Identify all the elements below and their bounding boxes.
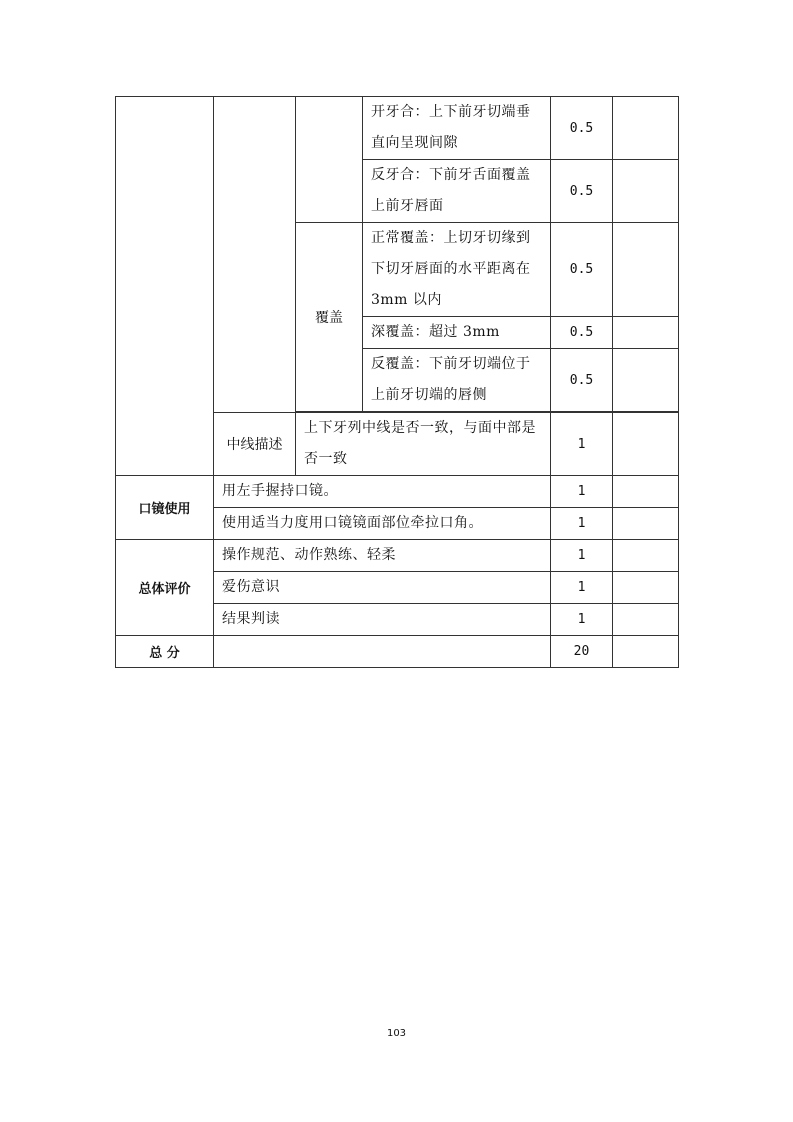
- criterion-deep-overjet: 深覆盖：超过 3mm: [363, 317, 551, 349]
- total-score: 20: [551, 636, 613, 668]
- score-normal-overjet: 0.5: [551, 223, 613, 317]
- midline-label: 中线描述: [214, 413, 296, 476]
- mirror-category-label: 口镜使用: [116, 476, 214, 540]
- total-desc-empty: [214, 636, 551, 668]
- deduction-cell: [613, 413, 679, 476]
- deduction-cell: [613, 317, 679, 349]
- category-cell-empty: [116, 97, 214, 476]
- score-open-bite: 0.5: [551, 97, 613, 160]
- score-reverse-overjet: 0.5: [551, 349, 613, 412]
- criterion-cross-bite: 反牙合：下前牙舌面覆盖上前牙唇面: [363, 160, 551, 223]
- score-mirror-1: 1: [551, 476, 613, 508]
- page-number: 103: [386, 1028, 407, 1039]
- table-row: [116, 636, 679, 668]
- criterion-overall-2: 爱伤意识: [214, 572, 551, 604]
- criterion-mirror-2: 使用适当力度用口镜镜面部位牵拉口角。: [214, 508, 551, 540]
- subcategory-cell-empty: [214, 97, 296, 413]
- deduction-cell: [613, 160, 679, 223]
- table-row: [116, 476, 679, 508]
- criterion-reverse-overjet: 反覆盖：下前牙切端位于上前牙切端的唇侧: [363, 349, 551, 412]
- criterion-midline: 上下牙列中线是否一致，与面中部是否一致: [296, 413, 551, 476]
- deduction-cell: [613, 540, 679, 572]
- score-overall-2: 1: [551, 572, 613, 604]
- score-overall-3: 1: [551, 604, 613, 636]
- deduction-cell: [613, 636, 679, 668]
- criterion-mirror-1: 用左手握持口镜。: [214, 476, 551, 508]
- score-mirror-2: 1: [551, 508, 613, 540]
- deduction-cell: [613, 572, 679, 604]
- deduction-cell: [613, 223, 679, 317]
- criterion-open-bite: 开牙合：上下前牙切端垂直向呈现间隙: [363, 97, 551, 160]
- overall-category-label: 总体评价: [116, 540, 214, 636]
- item-cell-empty: [296, 97, 363, 223]
- scoring-table: [115, 96, 679, 668]
- score-midline: 1: [551, 413, 613, 476]
- table-row: [116, 97, 679, 160]
- criterion-normal-overjet: 正常覆盖：上切牙切缘到下切牙唇面的水平距离在 3mm 以内: [363, 223, 551, 317]
- score-deep-overjet: 0.5: [551, 317, 613, 349]
- deduction-cell: [613, 349, 679, 412]
- deduction-cell: [613, 508, 679, 540]
- deduction-cell: [613, 604, 679, 636]
- criterion-overall-3: 结果判读: [214, 604, 551, 636]
- score-cross-bite: 0.5: [551, 160, 613, 223]
- deduction-cell: [613, 476, 679, 508]
- score-overall-1: 1: [551, 540, 613, 572]
- table-row: [116, 540, 679, 572]
- criterion-overall-1: 操作规范、动作熟练、轻柔: [214, 540, 551, 572]
- total-label: 总 分: [116, 636, 214, 668]
- deduction-cell: [613, 97, 679, 160]
- overjet-label: 覆盖: [296, 223, 363, 412]
